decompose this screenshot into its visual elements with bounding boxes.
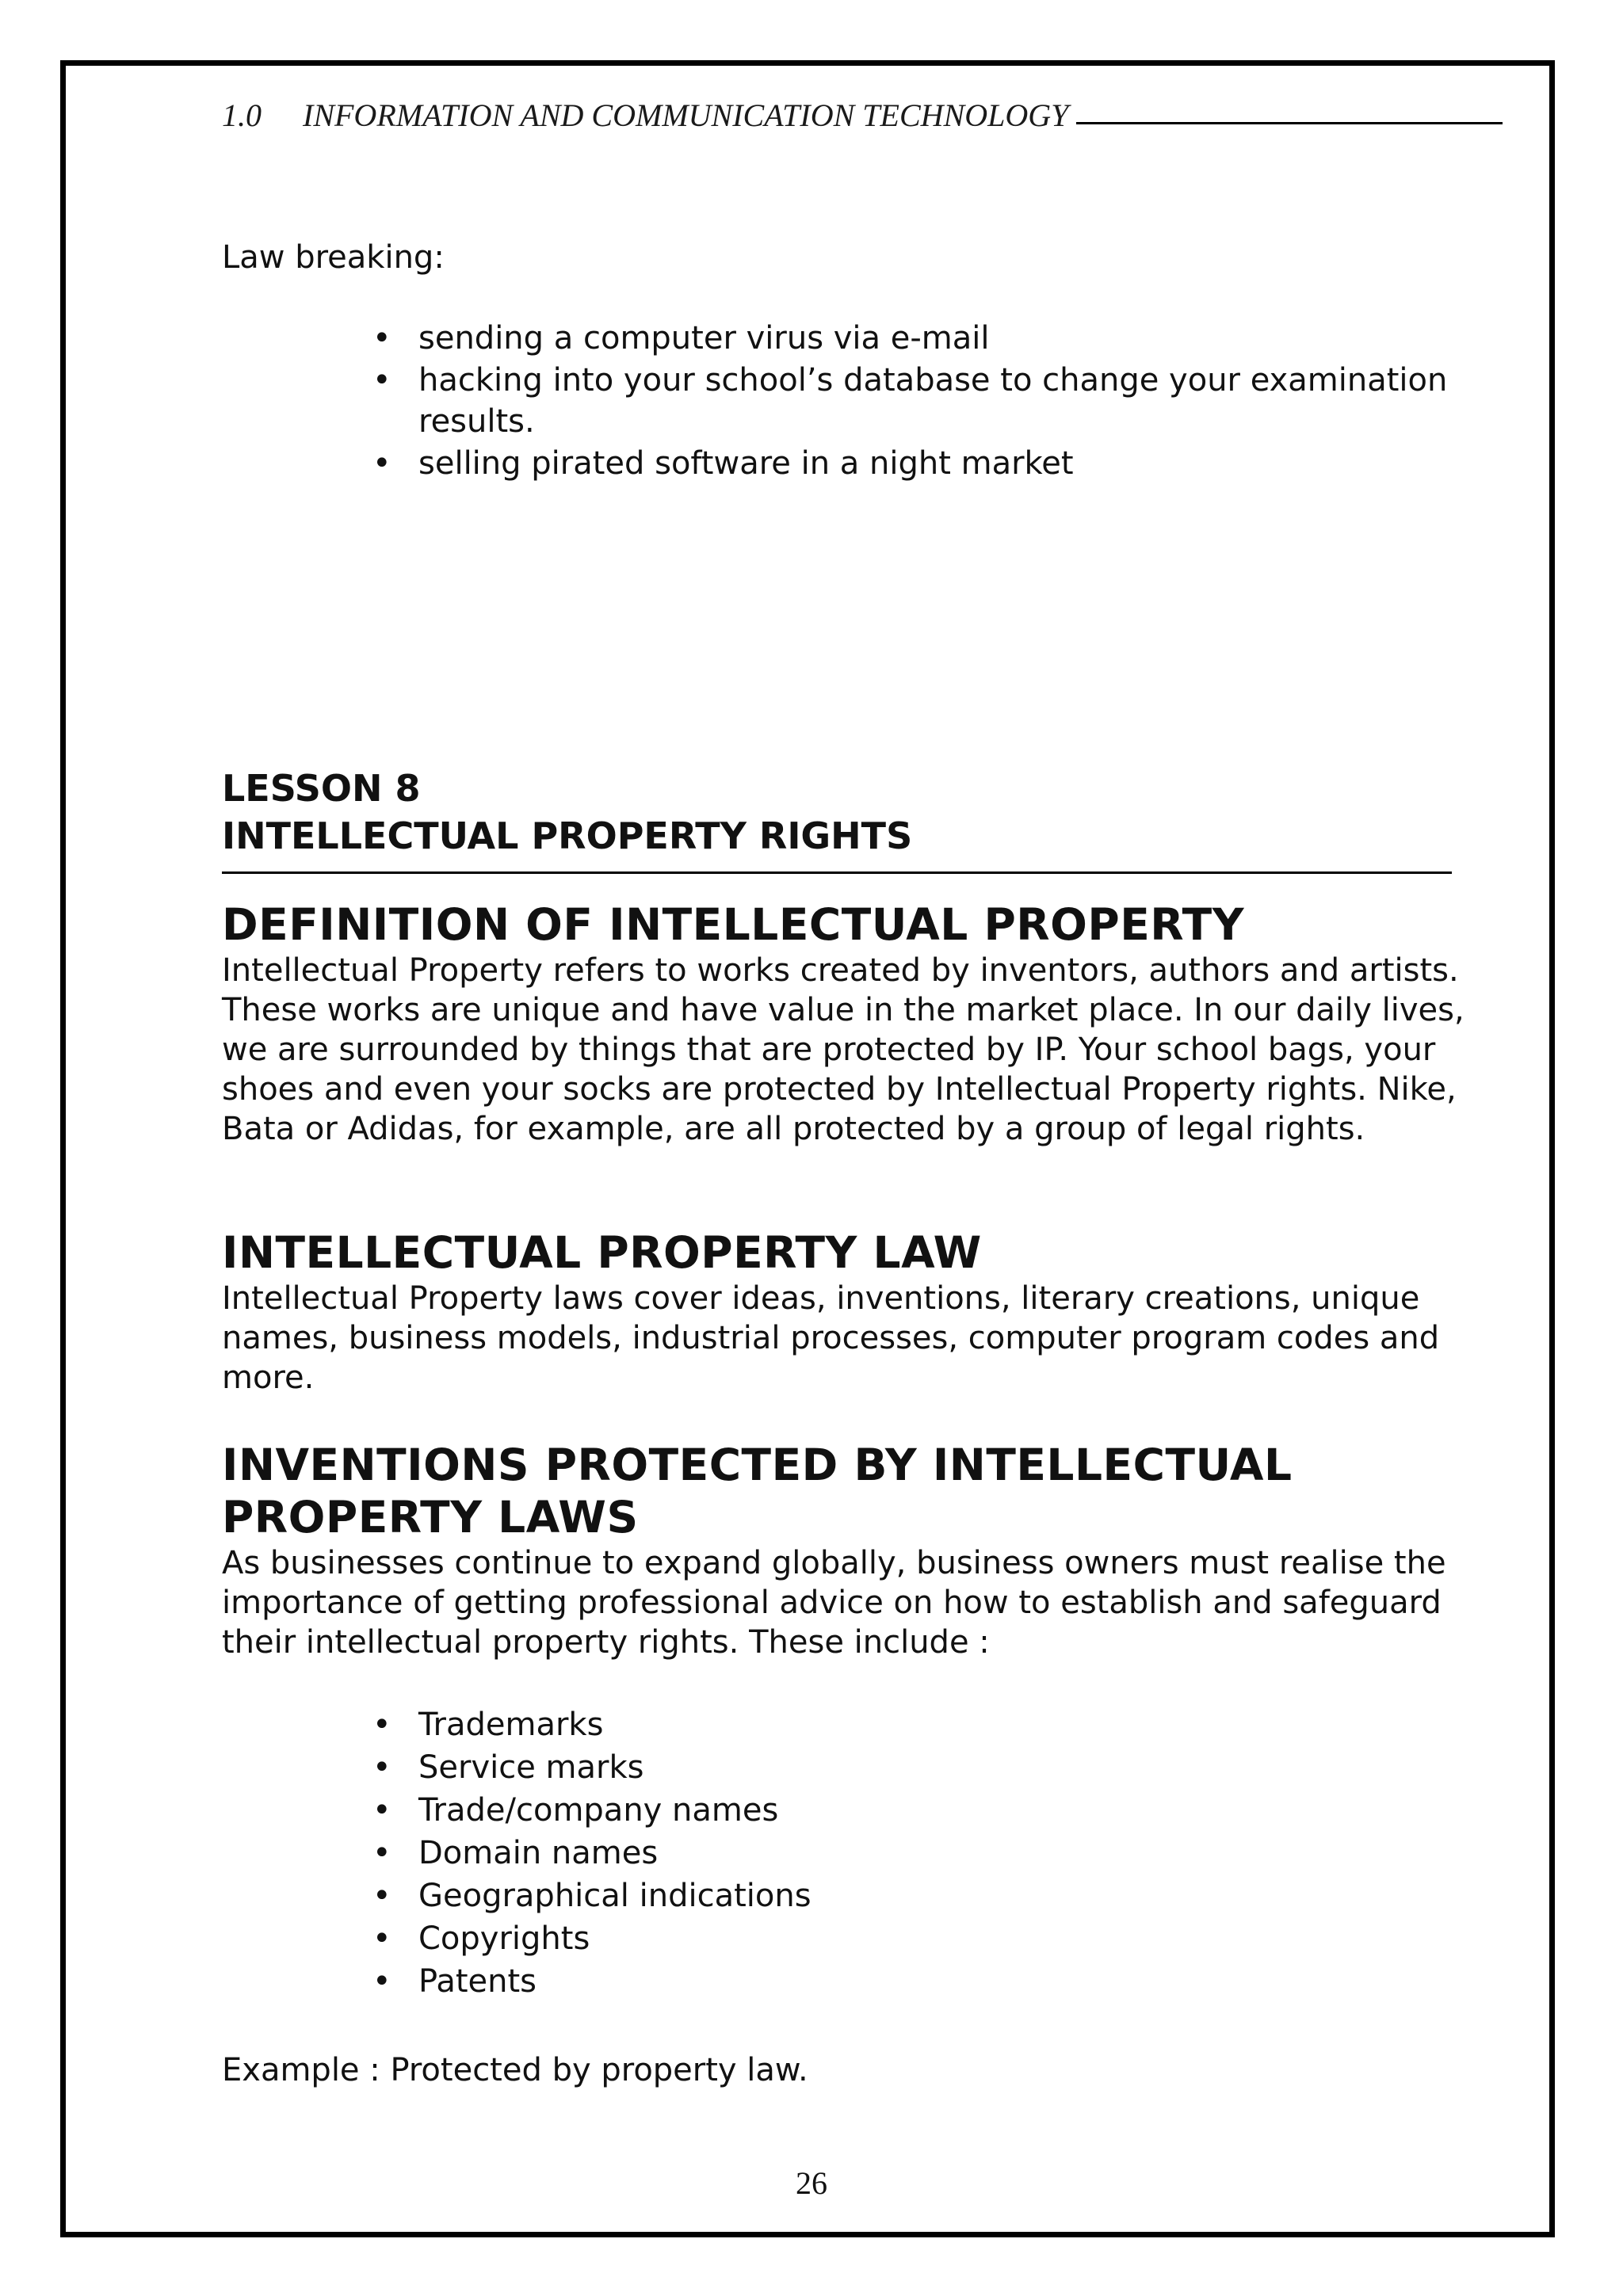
running-header [222, 97, 1503, 134]
law-breaking-list [372, 317, 1498, 485]
ip-types-list [372, 1703, 1498, 2003]
list-item: • Trademarks [372, 1703, 1498, 1746]
list-item: • Geographical indications [372, 1875, 1498, 1917]
page-number: 26 [796, 2165, 827, 2201]
bullet-icon: • [372, 1749, 391, 1786]
law-breaking-label: Law breaking: [222, 239, 445, 276]
bullet-icon: • [372, 1963, 391, 2000]
definition-paragraph: Intellectual Property refers to works created by inventors, authors and artists. These works are unique and have value in the market place. In our daily lives, we are surrounded by things that are protected by IP. Your school bags, your shoes and even your socks are protected by Intellectual Property rights. Nike, Bata or Adidas, for example, are all protected by a group of legal rights. [222, 952, 1465, 1147]
lesson-divider [222, 871, 1452, 874]
bullet-icon: • [372, 1792, 391, 1829]
law-paragraph: Intellectual Property laws cover ideas, inventions, literary creations, unique names, business models, industrial processes, computer program codes and more. [222, 1280, 1440, 1396]
bullet-icon: • [372, 1835, 391, 1871]
bullet-icon: • [372, 362, 391, 399]
list-item: • hacking into your school’s database to change your examination results. [372, 360, 1498, 442]
bullet-icon: • [372, 320, 391, 357]
list-item: • Copyrights [372, 1917, 1498, 1960]
list-item: • sending a computer virus via e-mail [372, 317, 1498, 360]
bullet-icon: • [372, 445, 391, 482]
header-rule [1076, 122, 1503, 124]
lesson-heading [222, 765, 912, 860]
inventions-heading: INVENTIONS PROTECTED BY INTELLECTUAL PROPERTY LAWS [222, 1440, 1293, 1543]
list-item: • Trade/company names [372, 1789, 1498, 1832]
bullet-icon: • [372, 1707, 391, 1743]
section-title: INFORMATION AND COMMUNICATION TECHNOLOGY [303, 97, 1069, 133]
bullet-icon: • [372, 1920, 391, 1957]
definition-heading: DEFINITION OF INTELLECTUAL PROPERTY [222, 899, 1245, 950]
list-item: • selling pirated software in a night market [372, 442, 1498, 485]
lesson-title: INTELLECTUAL PROPERTY RIGHTS [222, 814, 913, 857]
list-item: • Service marks [372, 1746, 1498, 1789]
law-heading: INTELLECTUAL PROPERTY LAW [222, 1227, 982, 1278]
example-line: Example : Protected by property law. [222, 2052, 808, 2088]
bullet-icon: • [372, 1878, 391, 1914]
lesson-number: LESSON 8 [222, 767, 421, 810]
inventions-paragraph: As businesses continue to expand globally, business owners must realise the importance of getting professional advice on how to establish and safeguard their intellectual property rights. These include : [222, 1545, 1446, 1661]
list-item: • Domain names [372, 1832, 1498, 1875]
section-number: 1.0 [222, 97, 262, 133]
list-item: • Patents [372, 1960, 1498, 2003]
